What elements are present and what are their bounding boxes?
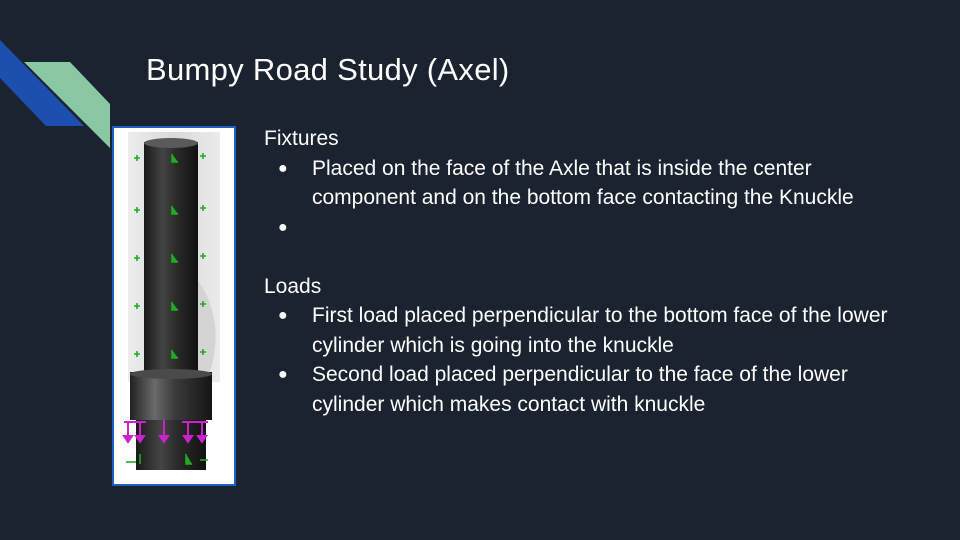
loads-heading: Loads bbox=[264, 274, 322, 298]
load-item-text: First load placed perpendicular to the bottom face of the lower cylinder which is going into the knuckle bbox=[312, 304, 888, 357]
slide-content bbox=[264, 124, 904, 419]
axle-simulation-image bbox=[114, 128, 234, 484]
axle-top-face bbox=[144, 138, 198, 148]
list-item bbox=[264, 213, 904, 243]
list-item bbox=[264, 301, 904, 360]
section-spacer bbox=[264, 242, 904, 272]
bullet-icon: ● bbox=[278, 307, 288, 324]
axle-shaft bbox=[144, 142, 198, 378]
axle-figure bbox=[112, 126, 236, 486]
fixtures-heading: Fixtures bbox=[264, 127, 339, 150]
bullet-icon: ● bbox=[278, 366, 288, 383]
list-item bbox=[264, 154, 904, 213]
loads-list bbox=[264, 301, 904, 419]
axle-lower-cylinder bbox=[130, 372, 212, 420]
bullet-icon: ● bbox=[278, 218, 288, 236]
axle-bottom-stub bbox=[136, 420, 206, 470]
bullet-icon: ● bbox=[278, 159, 288, 177]
corner-accent-decoration bbox=[0, 0, 120, 160]
fixture-item-text: Placed on the face of the Axle that is inside the center component and on the bottom face contacting the Knuckle bbox=[312, 156, 854, 209]
slide-title: Bumpy Road Study (Axel) bbox=[146, 52, 510, 87]
axle-collar-top bbox=[130, 369, 212, 379]
list-item bbox=[264, 360, 904, 419]
load-item-text: Second load placed perpendicular to the face of the lower cylinder which makes contact with knuckle bbox=[312, 363, 848, 416]
fixtures-list bbox=[264, 154, 904, 243]
load-arrowhead-1 bbox=[124, 436, 132, 442]
